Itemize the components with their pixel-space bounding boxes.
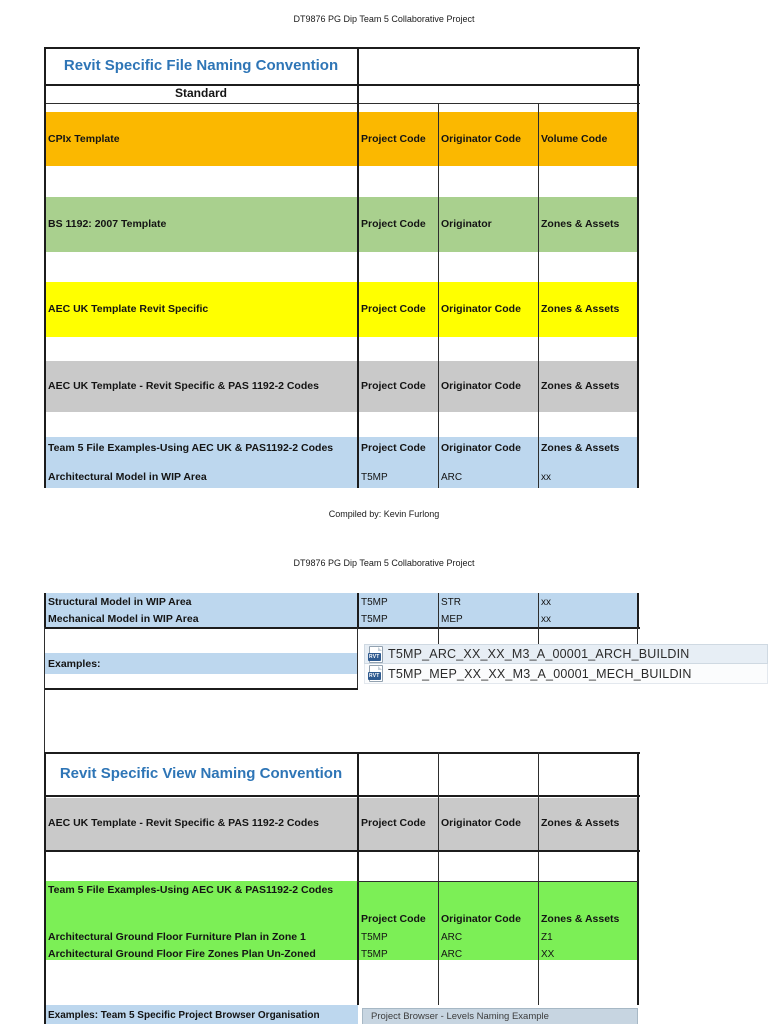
- row-label: AEC UK Template Revit Specific: [48, 303, 209, 315]
- row-label: Mechanical Model in WIP Area: [48, 613, 199, 625]
- table-column-divider: [438, 752, 439, 795]
- table-border: [44, 688, 45, 752]
- table-border: [637, 795, 639, 1005]
- section1-subtitle: Standard: [174, 86, 227, 100]
- examples-label: Examples:: [48, 658, 101, 670]
- row-label: Architectural Ground Floor Furniture Plan in Zone 1: [48, 931, 306, 943]
- cell-zones-assets: Zones & Assets: [541, 817, 620, 829]
- cell-value: ARC: [441, 932, 463, 943]
- table-column-divider: [538, 795, 539, 1005]
- cell-value: xx: [541, 472, 551, 483]
- table-border: [637, 47, 639, 488]
- table-column-divider: [538, 593, 539, 627]
- cell-originator-code: Originator Code: [441, 133, 521, 145]
- table-column-divider: [438, 795, 439, 1005]
- table-border: [44, 593, 46, 627]
- page1-header: DT9876 PG Dip Team 5 Collaborative Project: [293, 14, 475, 24]
- cell-zones-assets: Zones & Assets: [541, 218, 620, 230]
- table-border: [44, 795, 46, 1024]
- table-border: [44, 795, 640, 797]
- project-browser-title: Project Browser - Levels Naming Example: [371, 1011, 549, 1022]
- cell-value: T5MP: [361, 949, 388, 960]
- row-label: Architectural Model in WIP Area: [48, 471, 207, 483]
- cell-value: T5MP: [361, 472, 388, 483]
- cell-value: ARC: [441, 949, 463, 960]
- cell-volume-code: Volume Code: [541, 133, 608, 145]
- cell-originator-code: Originator Code: [441, 380, 521, 392]
- cell-project-code: Project Code: [361, 303, 426, 315]
- cell-value: STR: [441, 597, 461, 608]
- cell-originator-code: Originator Code: [441, 913, 521, 925]
- cell-value: ARC: [441, 472, 463, 483]
- cell-project-code: Project Code: [361, 218, 426, 230]
- cell-zones-assets: Zones & Assets: [541, 913, 620, 925]
- rvt-tag: RVT: [369, 673, 380, 679]
- table-border: [44, 47, 46, 488]
- table-border: [44, 850, 640, 852]
- table-column-divider: [438, 103, 439, 488]
- cell-zones-assets: Zones & Assets: [541, 442, 620, 454]
- row-label: Team 5 File Examples-Using AEC UK & PAS1192-2 Codes: [48, 442, 334, 454]
- cell-value: T5MP: [361, 597, 388, 608]
- cell-project-code: Project Code: [361, 133, 426, 145]
- table-border: [637, 593, 639, 627]
- cell-originator-code: Originator: [441, 218, 492, 230]
- table-column-divider: [438, 593, 439, 627]
- section2-title: Revit Specific View Naming Convention: [59, 765, 343, 782]
- file-row[interactable]: [364, 644, 768, 664]
- row-label: CPIx Template: [48, 133, 120, 145]
- file-list: [364, 644, 768, 686]
- page-fold-icon: [378, 647, 382, 651]
- page2-header: DT9876 PG Dip Team 5 Collaborative Project: [293, 558, 475, 568]
- cell-value: xx: [541, 614, 551, 625]
- table-border: [44, 688, 358, 690]
- row-label: Structural Model in WIP Area: [48, 596, 192, 608]
- table-border: [44, 103, 640, 104]
- cell-zones-assets: Zones & Assets: [541, 303, 620, 315]
- table-column-divider: [538, 103, 539, 488]
- cell-project-code: Project Code: [361, 380, 426, 392]
- row-label: AEC UK Template - Revit Specific & PAS 1192-2 Codes: [48, 380, 319, 392]
- project-browser-panel: [362, 1008, 638, 1024]
- table-column-divider: [357, 627, 358, 688]
- cell-value: Z1: [541, 932, 553, 943]
- cell-value: XX: [541, 949, 555, 960]
- table-border: [44, 627, 45, 688]
- green-block-title: Team 5 File Examples-Using AEC UK & PAS1192-2 Codes: [48, 884, 334, 896]
- cell-zones-assets: Zones & Assets: [541, 380, 620, 392]
- section1-title: Revit Specific File Naming Convention: [63, 57, 339, 74]
- table-column-divider: [357, 47, 359, 488]
- table-border: [357, 881, 638, 882]
- page-fold-icon: [378, 666, 382, 670]
- file-row[interactable]: [364, 664, 768, 684]
- page1-footer: Compiled by: Kevin Furlong: [328, 509, 440, 519]
- table-column-divider: [357, 795, 359, 1005]
- file-name: T5MP_MEP_XX_XX_M3_A_00001_MECH_BUILDIN: [388, 666, 692, 681]
- cell-originator-code: Originator Code: [441, 817, 521, 829]
- table-column-divider: [357, 593, 359, 627]
- cell-originator-code: Originator Code: [441, 303, 521, 315]
- cell-originator-code: Originator Code: [441, 442, 521, 454]
- rvt-tag: RVT: [369, 653, 380, 660]
- rvt-file-icon: [369, 665, 383, 682]
- row-label: AEC UK Template - Revit Specific & PAS 1192-2 Codes: [48, 817, 319, 829]
- cell-value: MEP: [441, 614, 463, 625]
- table-border: [44, 627, 640, 629]
- browser-examples-label: Examples: Team 5 Specific Project Browser Organisation: [48, 1010, 320, 1021]
- table-column-divider: [538, 752, 539, 795]
- cell-value: T5MP: [361, 614, 388, 625]
- cell-value: T5MP: [361, 932, 388, 943]
- file-name: T5MP_ARC_XX_XX_M3_A_00001_ARCH_BUILDIN: [388, 647, 690, 661]
- table-border: [637, 752, 639, 795]
- cell-project-code: Project Code: [361, 817, 426, 829]
- cell-project-code: Project Code: [361, 913, 426, 925]
- row-label: BS 1192: 2007 Template: [48, 218, 167, 230]
- cell-project-code: Project Code: [361, 442, 426, 454]
- rvt-file-icon: [369, 646, 383, 663]
- cell-value: xx: [541, 597, 551, 608]
- row-label: Architectural Ground Floor Fire Zones Plan Un-Zoned: [48, 948, 316, 960]
